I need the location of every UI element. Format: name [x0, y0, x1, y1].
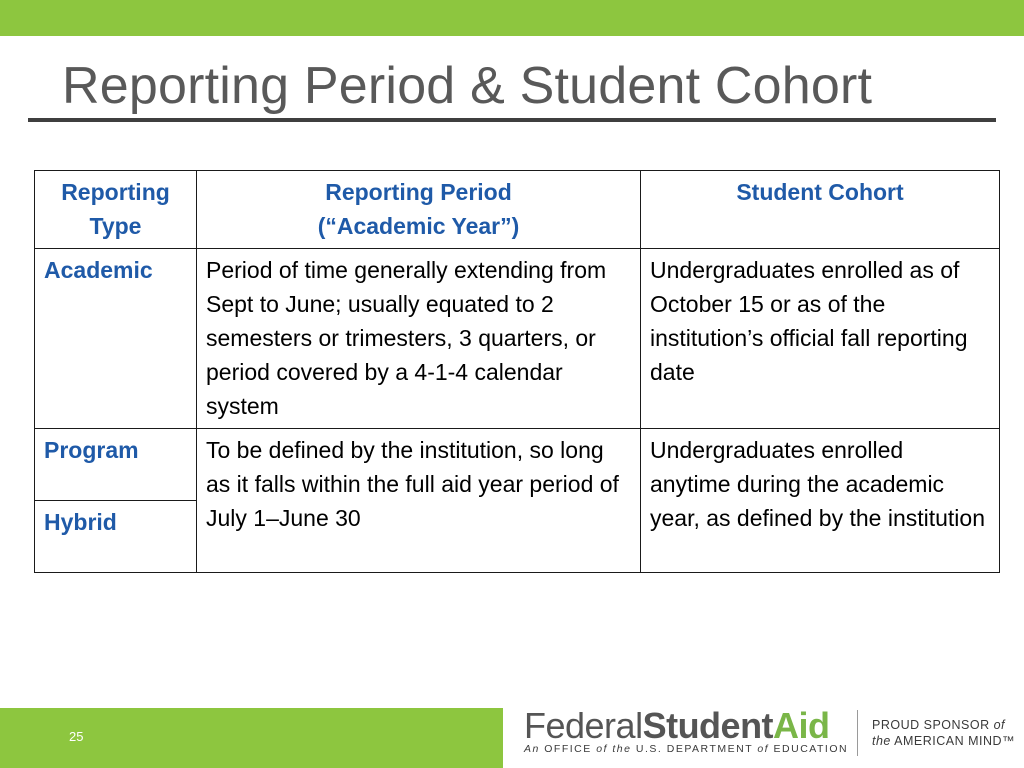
table-row: [35, 249, 1000, 429]
table-header-row: [35, 171, 1000, 249]
row-cohort-program-hybrid: Undergraduates enrolled anytime during the academic year, as defined by the institution: [641, 429, 1000, 573]
row-cohort-academic: Undergraduates enrolled as of October 15 or as of the institution’s official fall reporting date: [641, 249, 1000, 429]
header-reporting-period: Reporting Period (“Academic Year”): [197, 171, 641, 249]
row-type-academic: Academic: [35, 249, 197, 429]
logo-word-federal: Federal: [524, 705, 643, 746]
logo-word-aid: Aid: [773, 705, 830, 746]
footer-divider: [857, 710, 858, 756]
row-type-hybrid: Hybrid: [35, 501, 197, 573]
sponsor-line-2: the AMERICAN MIND™: [872, 734, 1016, 748]
sponsor-text: [872, 717, 1015, 749]
row-period-program-hybrid: To be defined by the institution, so long as it falls within the full aid year period of July 1–June 30: [197, 429, 641, 573]
page-number: 25: [69, 729, 84, 744]
logo-tagline: An OFFICE of the U.S. DEPARTMENT of EDUCATION: [524, 743, 849, 755]
header-reporting-type: Reporting Type: [35, 171, 197, 249]
title-underline: [28, 118, 996, 122]
federal-student-aid-logo: [524, 705, 830, 747]
slide-title: Reporting Period & Student Cohort: [62, 57, 873, 115]
header-student-cohort: Student Cohort: [641, 171, 1000, 249]
row-type-program: Program: [35, 429, 197, 501]
row-period-academic: Period of time generally extending from Sept to June; usually equated to 2 semesters or trimesters, 3 quarters, or period covered by a 4-1-4 calendar system: [197, 249, 641, 429]
top-accent-bar: [0, 0, 1024, 36]
table-row: [35, 429, 1000, 501]
sponsor-line-1: PROUD SPONSOR of: [872, 718, 1006, 732]
reporting-table: [34, 170, 1000, 573]
logo-word-student: Student: [642, 705, 774, 746]
